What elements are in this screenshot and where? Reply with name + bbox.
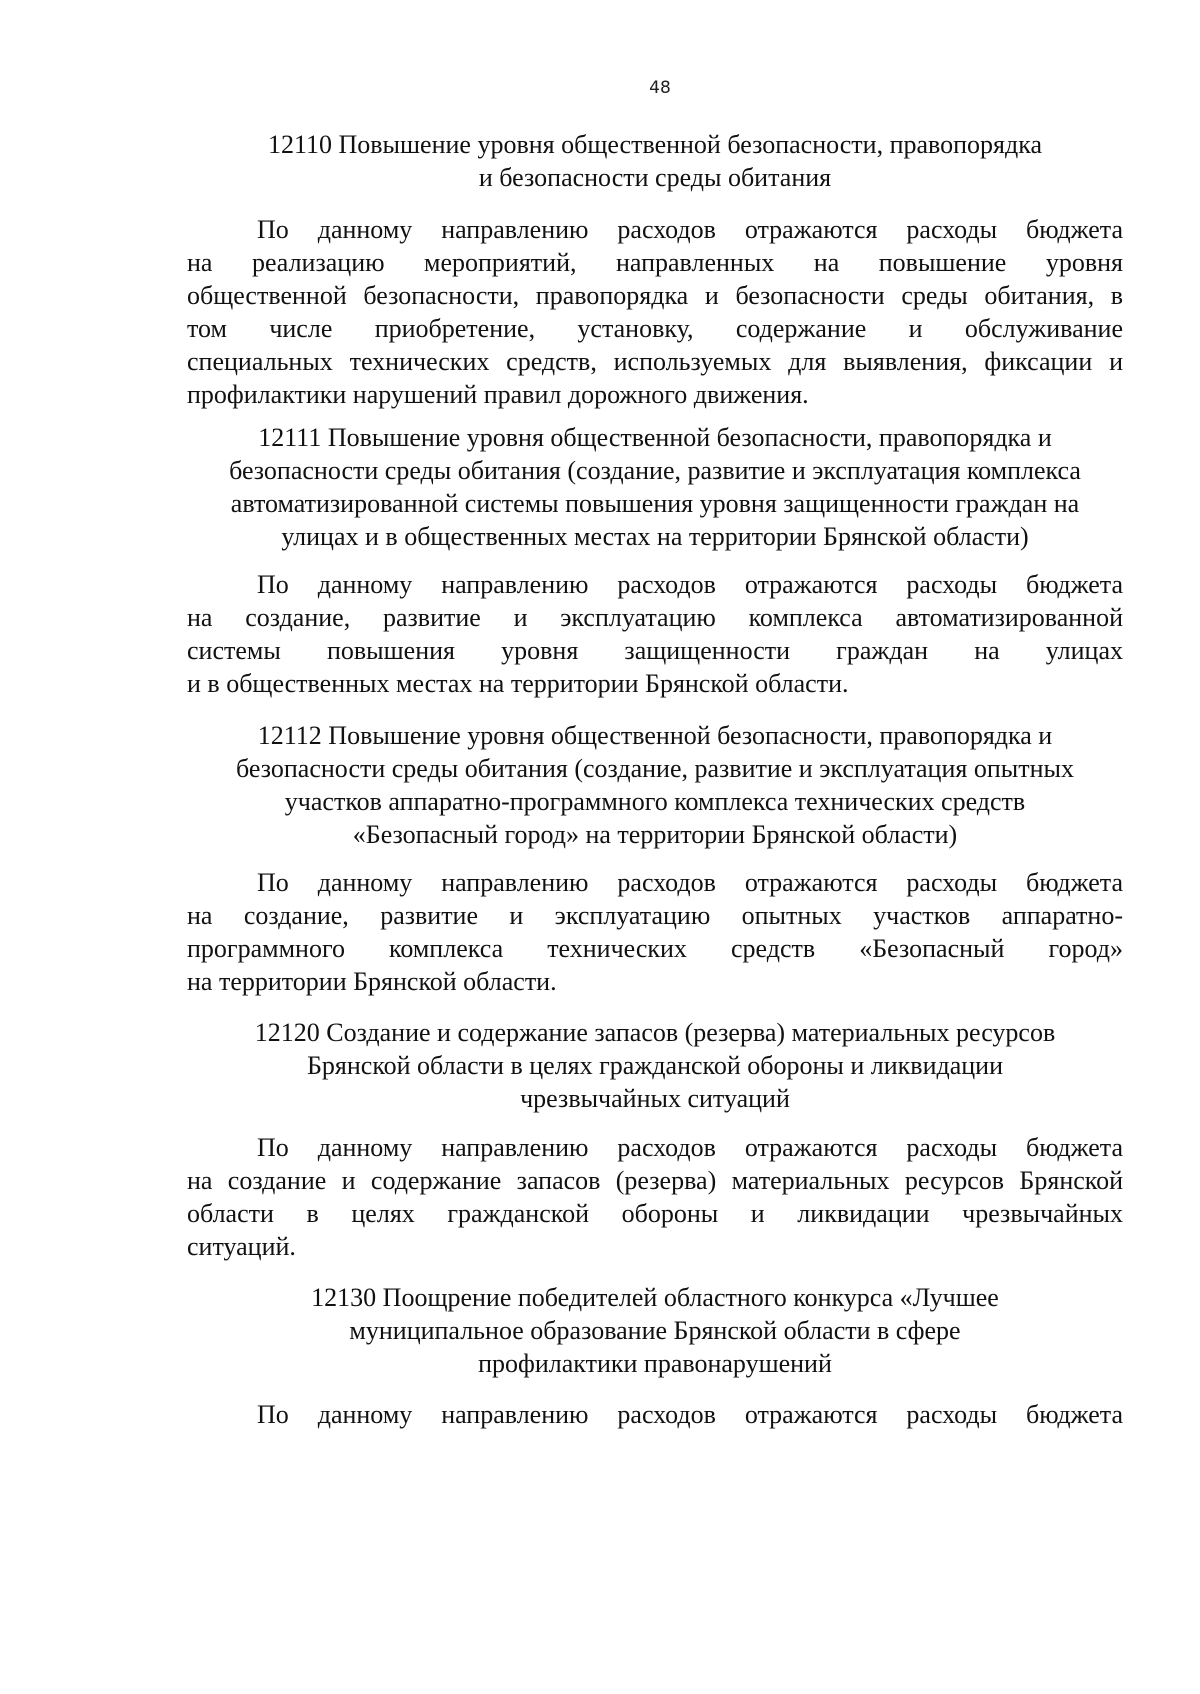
section-paragraph-12120 [187,1131,1123,1263]
heading-line: профилактики правонарушений [478,1349,832,1378]
heading-line: участков аппаратно-программного комплекса технических средств [284,787,1026,816]
paragraph-line: По данному направлению расходов отражаются расходы бюджета [257,570,1123,599]
paragraph-line: и в общественных местах на территории Брянской области. [187,669,849,698]
paragraph-line: По данному направлению расходов отражаются расходы бюджета [257,215,1123,244]
section-heading-12120 [190,1016,1120,1115]
heading-line: автоматизированной системы повышения уровня защищенности граждан на [230,489,1080,518]
section-paragraph-12130 [187,1398,1123,1431]
paragraph-line: профилактики нарушений правил дорожного движения. [187,380,809,409]
paragraph-line: По данному направлению расходов отражаются расходы бюджета [257,1133,1123,1162]
paragraph-line: на территории Брянской области. [187,967,557,996]
paragraph-line: на создание, развитие и эксплуатацию опытных участков аппаратно- [187,901,1123,930]
section-paragraph-12110 [187,213,1123,411]
heading-line: и безопасности среды обитания [478,163,832,192]
section-heading-12111 [190,421,1120,553]
paragraph-line: программного комплекса технических средств «Безопасный город» [187,934,1123,963]
heading-line: Брянской области в целях гражданской обороны и ликвидации [306,1051,1003,1080]
paragraph-line: общественной безопасности, правопорядка и безопасности среды обитания, в [187,281,1123,310]
heading-line: муниципальное образование Брянской области в сфере [349,1316,961,1345]
heading-line: улицах и в общественных местах на территории Брянской области) [281,522,1029,551]
paragraph-line: ситуаций. [187,1232,296,1261]
heading-line: 12112 Повышение уровня общественной безопасности, правопорядка и [257,721,1053,750]
heading-line: безопасности среды обитания (создание, развитие и эксплуатация опытных [236,754,1074,783]
section-paragraph-12111 [187,568,1123,700]
heading-line: 12110 Повышение уровня общественной безопасности, правопорядка [267,130,1043,159]
paragraph-line: системы повышения уровня защищенности граждан на улицах [187,636,1123,665]
page-number: 48 [649,78,671,98]
paragraph-line: том числе приобретение, установку, содержание и обслуживание [187,314,1123,343]
heading-line: 12111 Повышение уровня общественной безопасности, правопорядка и [258,423,1052,452]
heading-line: 12120 Создание и содержание запасов (резерва) материальных ресурсов [254,1018,1056,1047]
section-heading-12130 [190,1281,1120,1380]
paragraph-line: По данному направлению расходов отражаются расходы бюджета [257,868,1123,897]
section-heading-12112 [190,719,1120,851]
paragraph-line: области в целях гражданской обороны и ликвидации чрезвычайных [187,1199,1123,1228]
paragraph-line: По данному направлению расходов отражаются расходы бюджета [257,1400,1123,1429]
heading-line: «Безопасный город» на территории Брянской области) [352,820,958,849]
paragraph-line: на создание, развитие и эксплуатацию комплекса автоматизированной [187,603,1123,632]
paragraph-line: специальных технических средств, используемых для выявления, фиксации и [187,347,1123,376]
heading-line: чрезвычайных ситуаций [520,1084,790,1113]
heading-line: безопасности среды обитания (создание, развитие и эксплуатация комплекса [229,456,1081,485]
heading-line: 12130 Поощрение победителей областного конкурса «Лучшее [311,1283,999,1312]
section-heading-12110 [190,128,1120,194]
paragraph-line: на создание и содержание запасов (резерва) материальных ресурсов Брянской [187,1166,1123,1195]
paragraph-line: на реализацию мероприятий, направленных на повышение уровня [187,248,1123,277]
section-paragraph-12112 [187,866,1123,998]
